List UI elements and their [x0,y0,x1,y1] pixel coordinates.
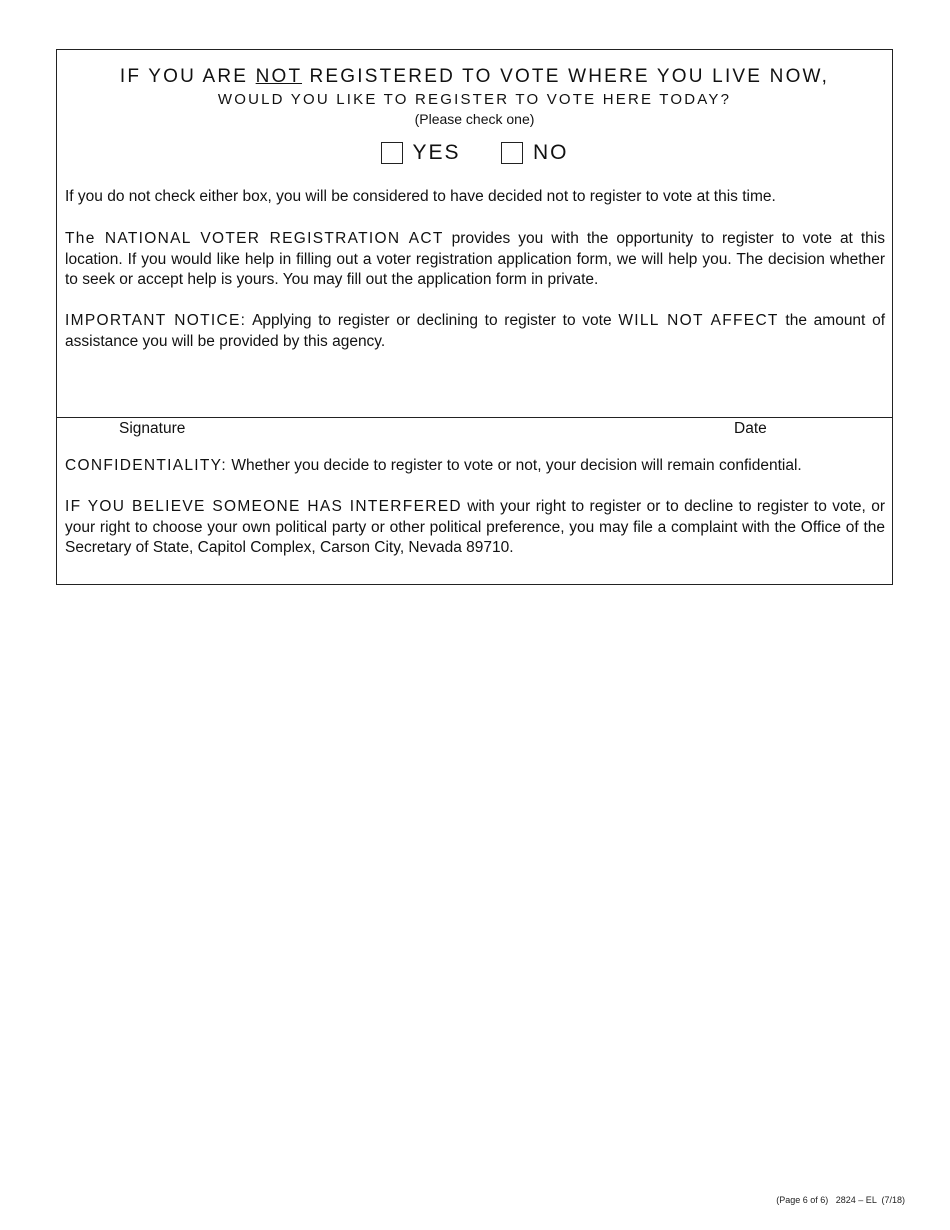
voter-registration-form [56,49,893,585]
important-notice-title: IMPORTANT NOTICE: [65,312,247,329]
confidentiality-title: CONFIDENTIALITY: [65,457,228,474]
no-choice[interactable] [501,141,569,165]
important-notice-body-2: the amount of assistance you will be provided by this agency. [65,312,885,350]
signature-label: Signature [119,420,186,437]
yes-choice[interactable] [381,141,461,165]
will-not-affect-text: WILL NOT AFFECT [618,312,779,329]
confidentiality-paragraph [65,456,885,477]
date-label: Date [734,420,767,437]
choice-group [57,141,892,169]
interference-paragraph [65,497,885,559]
important-notice-paragraph [65,311,885,352]
page-footer: (Page 6 of 6) 2824 – EL (7/18) [776,1195,905,1205]
no-label: NO [532,141,569,164]
interference-title: IF YOU BELIEVE SOMEONE HAS INTERFERED [65,498,462,515]
registration-question-section [57,50,892,418]
yes-checkbox[interactable] [381,142,403,164]
important-notice-body-1: Applying to register or declining to register to vote [246,312,619,329]
nvra-title: The NATIONAL VOTER REGISTRATION ACT [65,230,444,247]
nvra-paragraph [65,229,885,291]
form-heading-instruction: (Please check one) [414,111,535,127]
yes-label: YES [412,141,461,164]
interference-body: with your right to register or to decline to register to vote, or your right to choose your own political party or other political preference, you may file a complaint with the Office of the Secretary of State, Capitol Complex, Carson City, Nevada 89710. [65,498,886,556]
form-heading-main [57,66,892,88]
form-heading-question: WOULD YOU LIKE TO REGISTER TO VOTE HERE TODAY? [217,91,732,108]
no-checkbox[interactable] [501,142,523,164]
unchecked-notice-paragraph: If you do not check either box, you will be considered to have decided not to register to vote at this time. [65,188,776,205]
confidentiality-body: Whether you decide to register to vote or not, your decision will remain confidential. [227,457,802,474]
nvra-body: provides you with the opportunity to register to vote at this location. If you would like help in filling out a voter registration application form, we will help you. The decision whether to seek or accept help is yours. You may fill out the application form in private. [65,230,885,288]
heading-text-before: IF YOU ARE [119,66,256,87]
heading-text-underlined: NOT [255,66,303,87]
heading-text-after: REGISTERED TO VOTE WHERE YOU LIVE NOW, [302,66,830,87]
